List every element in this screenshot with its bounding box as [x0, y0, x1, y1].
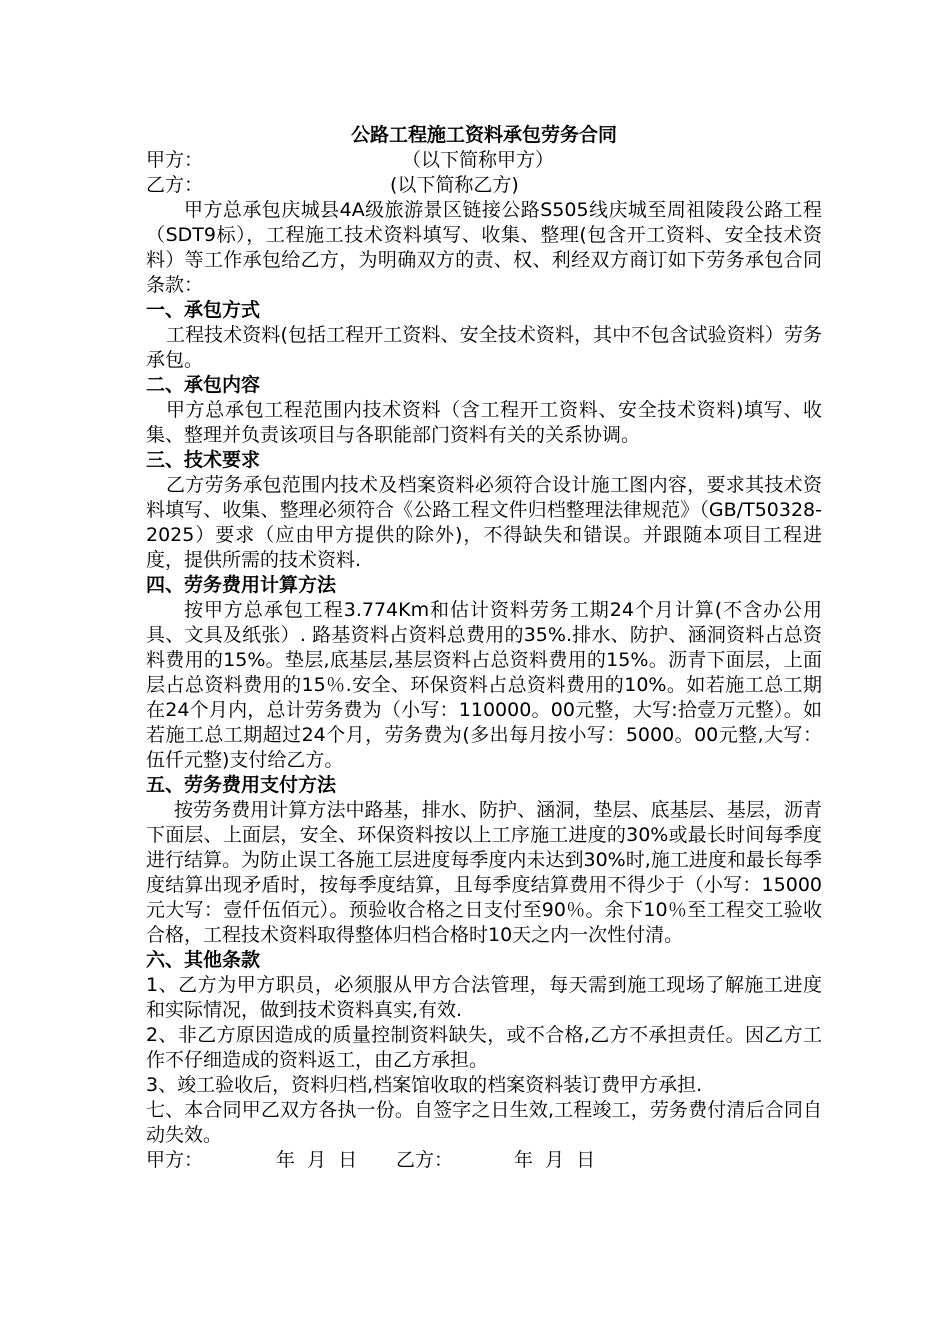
- section-heading-contract-method: 一、承包方式: [146, 299, 261, 321]
- signature-party-a-date: 年 月 日: [276, 1149, 358, 1171]
- party-a-label: 甲方：: [146, 149, 204, 171]
- section-body-fee-calculation: 按甲方总承包工程3.774Km和估计资料劳务工期24个月计算(不含办公用具、文具及纸张）. 路基资料占资料总费用的35%.排水、防护、涵洞资料占总资料费用的15%。垫层,底基层,基层资料占总资料费用的15%。沥青下面层，上面层占总资料费用的15％.安全、环保资料占总资料费用的10%。如若施工总工期在24个月内，总计劳务费为（小写：110000。00元整，大写:拾壹万元整）。如若施工总工期超过24个月，劳务费为(多出每月按小写：5000。00元整,大写：伍仟元整)支付给乙方。: [146, 599, 822, 771]
- clause-seven: 七、本合同甲乙双方各执一份。自签字之日生效,工程竣工，劳务费付清后合同自动失效。: [146, 1099, 822, 1146]
- section-heading-fee-calculation: 四、劳务费用计算方法: [146, 574, 337, 596]
- party-a-note: （以下简称甲方）: [402, 149, 555, 171]
- section-body-contract-method: 工程技术资料(包括工程开工资料、安全技术资料，其中不包含试验资料）劳务承包。: [146, 324, 822, 371]
- section-heading-other-terms: 六、其他条款: [146, 949, 261, 971]
- party-a-row: [146, 148, 822, 173]
- signature-party-a-label: 甲方：: [146, 1149, 204, 1171]
- other-term-item: 2、非乙方原因造成的质量控制资料缺失，或不合格,乙方不承担责任。因乙方工作不仔细造成的资料返工，由乙方承担。: [146, 1024, 822, 1071]
- section-body-payment-method: 按劳务费用计算方法中路基，排水、防护、涵洞，垫层、底基层、基层，沥青下面层、上面层，安全、环保资料按以上工序施工进度的30%或最长时间每季度进行结算。为防止误工各施工层进度每季度内未达到30%时,施工进度和最长每季度结算出现矛盾时，按每季度结算，且每季度结算费用不得少于（小写：15000元大写：壹仟伍佰元）。预验收合格之日支付至90％。余下10％至工程交工验收合格，工程技术资料取得整体归档合格时10天之内一次性付清。: [146, 799, 822, 946]
- intro-paragraph: 甲方总承包庆城县4A级旅游景区链接公路S505线庆城至周祖陵段公路工程（SDT9标），工程施工技术资料填写、收集、整理(包含开工资料、安全技术资料）等工作承包给乙方，为明确双方的责、权、利经双方商订如下劳务承包合同条款：: [146, 199, 822, 296]
- signature-party-b-date: 年 月 日: [514, 1149, 596, 1171]
- other-term-item: 1、乙方为甲方职员，必须服从甲方合法管理，每天需到施工现场了解施工进度和实际情况，做到技术资料真实,有效.: [146, 974, 822, 1021]
- section-body-technical-requirements: 乙方劳务承包范围内技术及档案资料必须符合设计施工图内容，要求其技术资料填写、收集、整理必须符合《公路工程文件归档整理法律规范》（GB/T50328-2025）要求（应由甲方提供的除外)，不得缺失和错误。并跟随本项目工程进度，提供所需的技术资料.: [146, 474, 822, 571]
- signature-party-b-label: 乙方：: [396, 1149, 454, 1171]
- section-heading-payment-method: 五、劳务费用支付方法: [146, 774, 337, 796]
- section-heading-technical-requirements: 三、技术要求: [146, 449, 261, 471]
- signature-row: [146, 1148, 822, 1173]
- party-b-label: 乙方：: [146, 174, 204, 196]
- contract-document: [146, 122, 822, 1173]
- section-body-contract-scope: 甲方总承包工程范围内技术资料（含工程开工资料、安全技术资料)填写、收集、整理并负责该项目与各职能部门资料有关的关系协调。: [146, 399, 822, 446]
- party-b-row: [146, 173, 822, 198]
- party-b-note: (以下简称乙方): [390, 174, 519, 196]
- other-term-item: 3、竣工验收后，资料归档,档案馆收取的档案资料装订费甲方承担.: [146, 1074, 703, 1096]
- contract-title: 公路工程施工资料承包劳务合同: [350, 124, 617, 146]
- section-heading-contract-scope: 二、承包内容: [146, 374, 261, 396]
